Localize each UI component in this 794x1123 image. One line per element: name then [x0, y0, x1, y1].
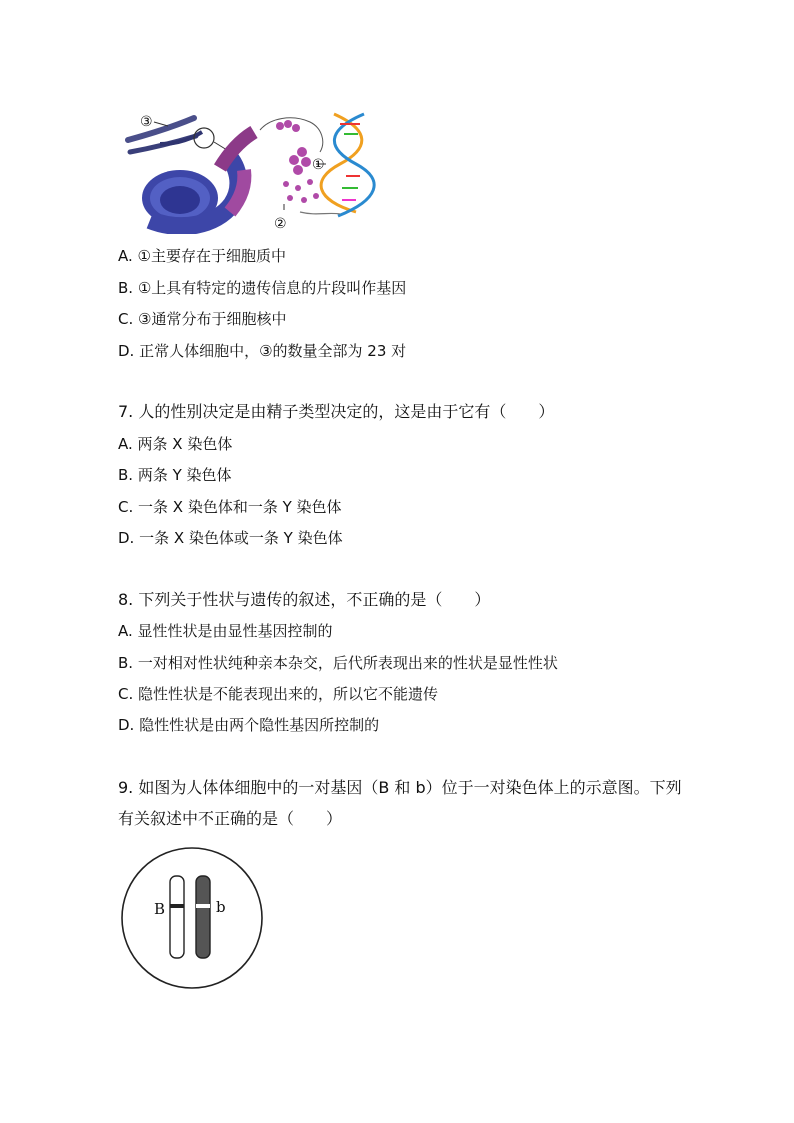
q6-option-d: D. 正常人体细胞中，③的数量全部为 23 对 [118, 342, 407, 360]
q6-option-c: C. ③通常分布于细胞核中 [118, 310, 287, 328]
q8-option-d: D. 隐性性状是由两个隐性基因所控制的 [118, 716, 380, 734]
chromosome-dna-figure [120, 108, 390, 234]
q9-stem-line1: 9. 如图为人体体细胞中的一对基因（B 和 b）位于一对染色体上的示意图。下列 [118, 778, 682, 797]
q6-option-a: A. ①主要存在于细胞质中 [118, 247, 286, 265]
cell-circle [122, 848, 262, 988]
q7-stem: 7. 人的性别决定是由精子类型决定的，这是由于它有（ ） [118, 402, 555, 421]
label-1: ① [312, 157, 325, 173]
q7-option-c: C. 一条 X 染色体和一条 Y 染色体 [118, 498, 342, 516]
label-gene-b: b [216, 898, 226, 916]
label-3: ③ [140, 114, 153, 130]
q7-option-b: B. 两条 Y 染色体 [118, 466, 232, 484]
q8-option-a: A. 显性性状是由显性基因控制的 [118, 622, 333, 640]
gene-band-b-lower [196, 904, 210, 908]
q6-option-b: B. ①上具有特定的遗传信息的片段叫作基因 [118, 279, 407, 297]
label-2: ② [274, 216, 287, 232]
label-gene-B: B [154, 900, 166, 918]
q9-stem-line2: 有关叙述中不正确的是（ ） [118, 809, 343, 828]
gene-band-b-upper [170, 904, 184, 908]
q8-option-b: B. 一对相对性状纯种亲本杂交，后代所表现出来的性状是显性性状 [118, 654, 558, 672]
q7-option-a: A. 两条 X 染色体 [118, 435, 233, 453]
q8-stem: 8. 下列关于性状与遗传的叙述，不正确的是（ ） [118, 590, 491, 609]
chromosome-left [170, 876, 184, 958]
gene-pair-figure [118, 846, 268, 990]
q8-option-c: C. 隐性性状是不能表现出来的，所以它不能遗传 [118, 685, 439, 703]
q7-option-d: D. 一条 X 染色体或一条 Y 染色体 [118, 529, 343, 547]
chromosome-right [196, 876, 210, 958]
